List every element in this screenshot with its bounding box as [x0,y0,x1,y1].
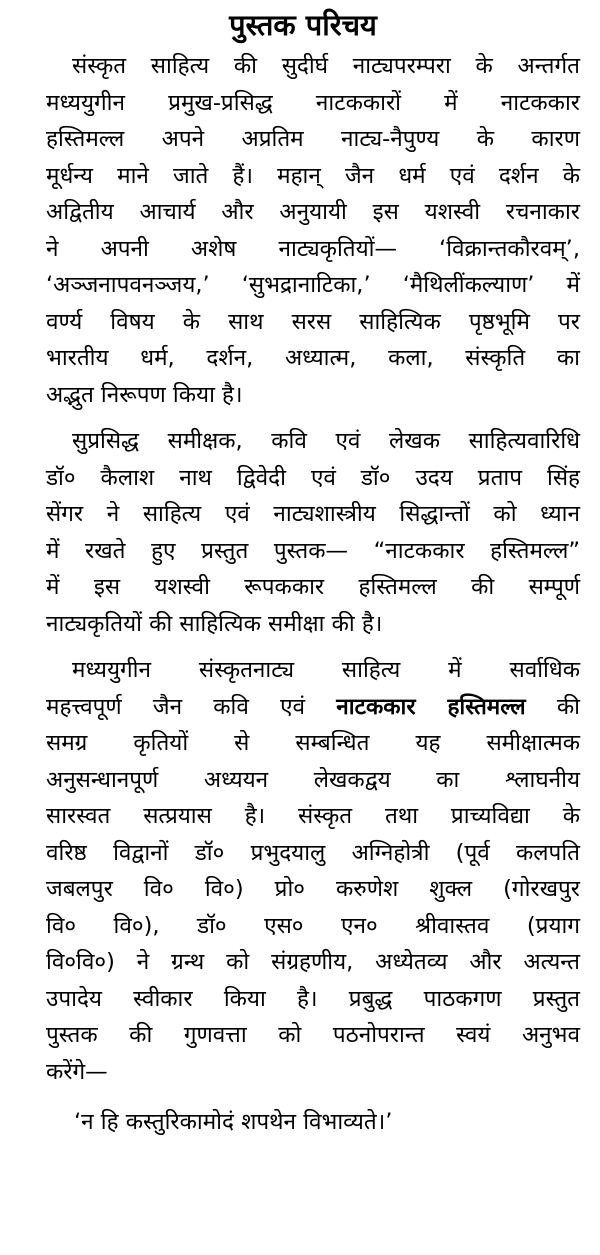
text-line: में इस यशस्वी रूपककार हस्तिमल्ल की सम्पूर्ण [46,574,580,600]
paragraph-3 [46,652,580,1090]
text-line: हस्तिमल्ल अपने अप्रतिम नाट्य-नैपुण्य के कारण [46,126,580,152]
text-line: संस्कृत साहित्य की सुदीर्घ नाट्यपरम्परा के अन्तर्गत [72,53,580,79]
text-line: डॉ० कैलाश नाथ द्विवेदी एवं डॉ० उदय प्रताप सिंह [46,464,580,491]
text-line: ‘अञ्जनापवनञ्जय,’ ‘सुभद्रानाटिका,’ ‘मैथिलींकल्याण’ में [46,272,580,298]
text-line: मूर्धन्य माने जाते हैं। महान् जैन धर्म एवं दर्शन के [46,162,580,189]
text-run: की [525,693,580,720]
text-line: समग्र कृतियों से सम्बन्धित यह समीक्षात्मक [46,730,580,756]
paragraph-1 [46,48,580,413]
paragraph-2 [46,423,580,642]
text-line: मध्ययुगीन संस्कृतनाट्य साहित्य में सर्वाधिक [72,657,580,683]
text-line [46,689,580,726]
text-line: में रखते हुए प्रस्तुत पुस्तक— “नाटककार हस्तिमल्ल” [46,537,580,564]
text-line: वि० वि०), डॉ० एस० एन० श्रीवास्तव (प्रयाग [46,912,580,939]
text-line: अद्वितीय आचार्य और अनुयायी इस यशस्वी रचनाकार [46,199,580,225]
text-run: महत्त्वपूर्ण जैन कवि एवं [46,693,337,720]
sanskrit-verse: ‘न हि कस्तुरिकामोदं शपथेन विभाव्यते।’ [74,1109,393,1135]
text-line: अद्भुत निरूपण किया है। [46,381,243,408]
text-line: वर्ण्य विषय के साथ सरस साहित्यिक पृष्ठभूमि पर [46,308,580,335]
page-title: पुस्तक परिचय [229,8,377,42]
text-line: जबलपुर वि० वि०) प्रो० करुणेश शुक्ल (गोरखपुर [46,876,580,902]
text-line: सेंगर ने साहित्य एवं नाट्यशास्त्रीय सिद्धान्तों को ध्यान [46,501,580,527]
text-line: अनुसन्धानपूर्ण अध्ययन लेखकद्वय का श्लाघनीय [46,766,580,793]
text-line: मध्ययुगीन प्रमुख-प्रसिद्ध नाटककारों में नाटककार [46,89,580,116]
text-line: ने अपनी अशेष नाट्यकृतियों— ‘विक्रान्तकौरवम्’, [46,235,580,262]
text-line: पुस्तक की गुणवत्ता को पठनोपरान्त स्वयं अनुभव [46,1022,580,1048]
bold-author-name: नाटककार हस्तिमल्ल [336,693,526,720]
text-line: सुप्रसिद्ध समीक्षक, कवि एवं लेखक साहित्यवारिधि [72,428,580,454]
text-line: सारस्वत सत्प्रयास है। संस्कृत तथा प्राच्यविद्या के [46,803,580,829]
text-line: उपादेय स्वीकार किया है। प्रबुद्ध पाठकगण प्रस्तुत [46,985,580,1012]
text-line: भारतीय धर्म, दर्शन, अध्यात्म, कला, संस्कृति का [46,345,580,371]
text-line: करेंगे— [46,1058,108,1085]
text-line: नाट्यकृतियों की साहित्यिक समीक्षा की है। [46,610,383,637]
text-line: वरिष्ठ विद्वानों डॉ० प्रभुदयालु अग्निहोत्री (पूर्व कलपति [46,839,580,866]
text-line: वि०वि०) ने ग्रन्थ को संग्रहणीय, अध्येतव्य और अत्यन्त [46,949,580,975]
